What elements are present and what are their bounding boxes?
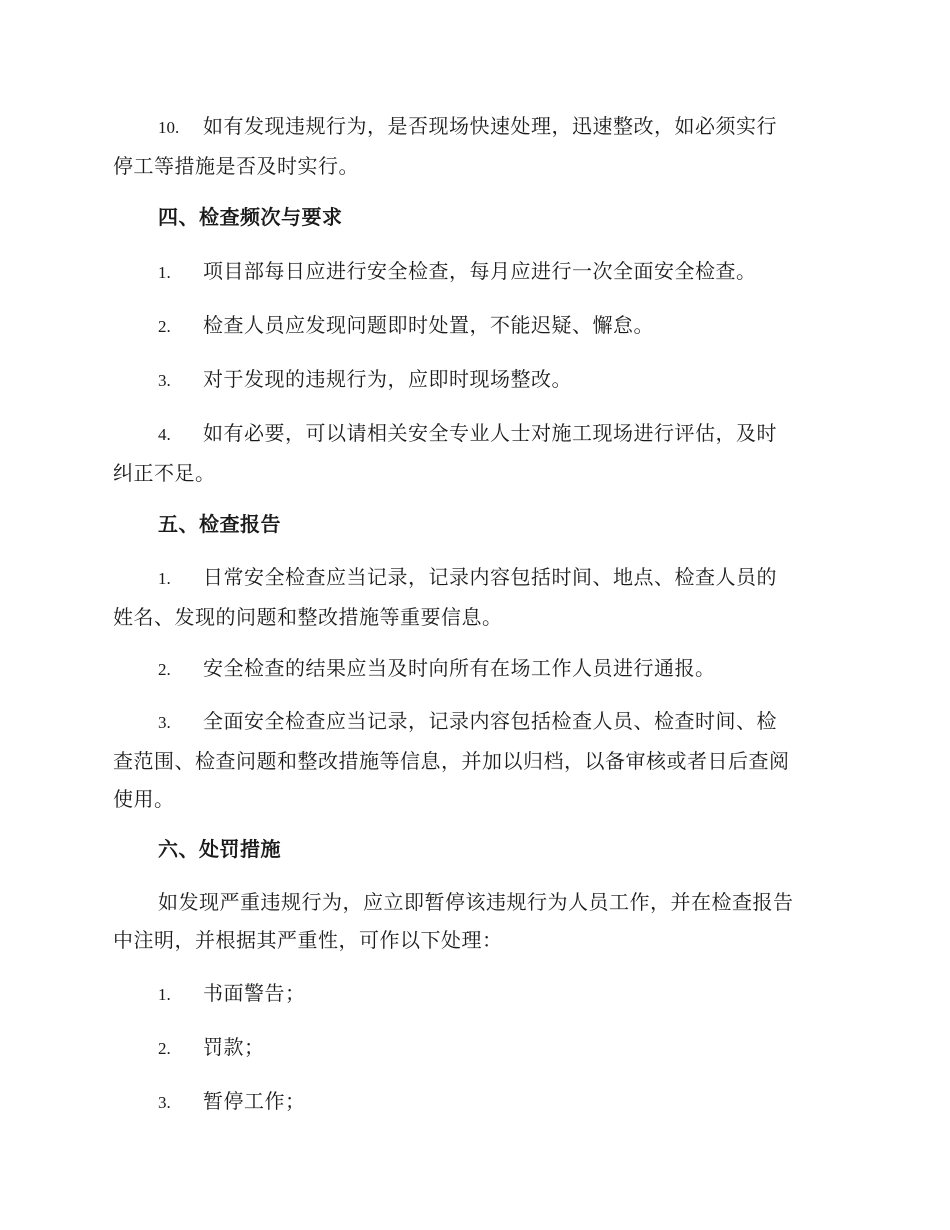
paragraph-text-continued: 中注明，并根据其严重性，可作以下处理： — [113, 928, 503, 952]
list-item-text-continued: 使用。 — [113, 787, 175, 811]
list-item-text-continued: 停工等措施是否及时实行。 — [113, 154, 359, 178]
list-item-text: 如有必要，可以请相关安全专业人士对施工现场进行评估，及时 — [203, 421, 777, 445]
list-item-text-continued: 纠正不足。 — [113, 461, 216, 485]
list-item-number: 1. — [158, 263, 171, 282]
list-item-text: 日常安全检查应当记录，记录内容包括时间、地点、检查人员的 — [203, 565, 777, 589]
list-item — [113, 702, 833, 818]
list-item-number: 3. — [158, 371, 171, 390]
paragraph — [113, 883, 833, 959]
list-item — [113, 649, 833, 689]
section-heading: 四、检查频次与要求 — [158, 205, 343, 229]
list-item-number: 1. — [158, 569, 171, 588]
list-item-text: 如有发现违规行为，是否现场快速处理，迅速整改，如必须实行 — [203, 114, 777, 138]
list-item — [113, 974, 833, 1014]
list-item-text: 罚款； — [203, 1035, 265, 1059]
list-item — [113, 360, 833, 400]
list-item — [113, 252, 833, 292]
list-item-text: 安全检查的结果应当及时向所有在场工作人员进行通报。 — [203, 656, 716, 680]
list-item — [113, 1028, 833, 1068]
list-item — [113, 306, 833, 346]
list-item — [113, 1082, 833, 1122]
list-item-text: 全面安全检查应当记录，记录内容包括检查人员、检查时间、检 — [203, 709, 777, 733]
list-item-text: 检查人员应发现问题即时处置，不能迟疑、懈怠。 — [203, 313, 654, 337]
list-item — [113, 558, 833, 636]
list-item-number: 3. — [158, 1093, 171, 1112]
list-item — [113, 414, 833, 492]
paragraph-text: 如发现严重违规行为，应立即暂停该违规行为人员工作，并在检查报告 — [158, 890, 794, 914]
list-item-number: 2. — [158, 660, 171, 679]
list-item-number: 4. — [158, 425, 171, 444]
section-heading: 五、检查报告 — [158, 512, 281, 536]
list-item-text: 暂停工作； — [203, 1089, 306, 1113]
list-item-text: 对于发现的违规行为，应即时现场整改。 — [203, 367, 572, 391]
list-item-number: 3. — [158, 713, 171, 732]
list-item-text-continued: 姓名、发现的问题和整改措施等重要信息。 — [113, 605, 503, 629]
list-item-number: 10. — [158, 118, 180, 137]
list-item-text: 书面警告； — [203, 981, 306, 1005]
list-item-text-continued: 查范围、检查问题和整改措施等信息，并加以归档，以备审核或者日后查阅 — [113, 749, 790, 773]
list-item-number: 2. — [158, 317, 171, 336]
list-item-text: 项目部每日应进行安全检查，每月应进行一次全面安全检查。 — [203, 259, 757, 283]
list-item-number: 1. — [158, 985, 171, 1004]
section-heading: 六、处罚措施 — [158, 837, 281, 861]
list-item-number: 2. — [158, 1039, 171, 1058]
list-item — [113, 107, 833, 185]
